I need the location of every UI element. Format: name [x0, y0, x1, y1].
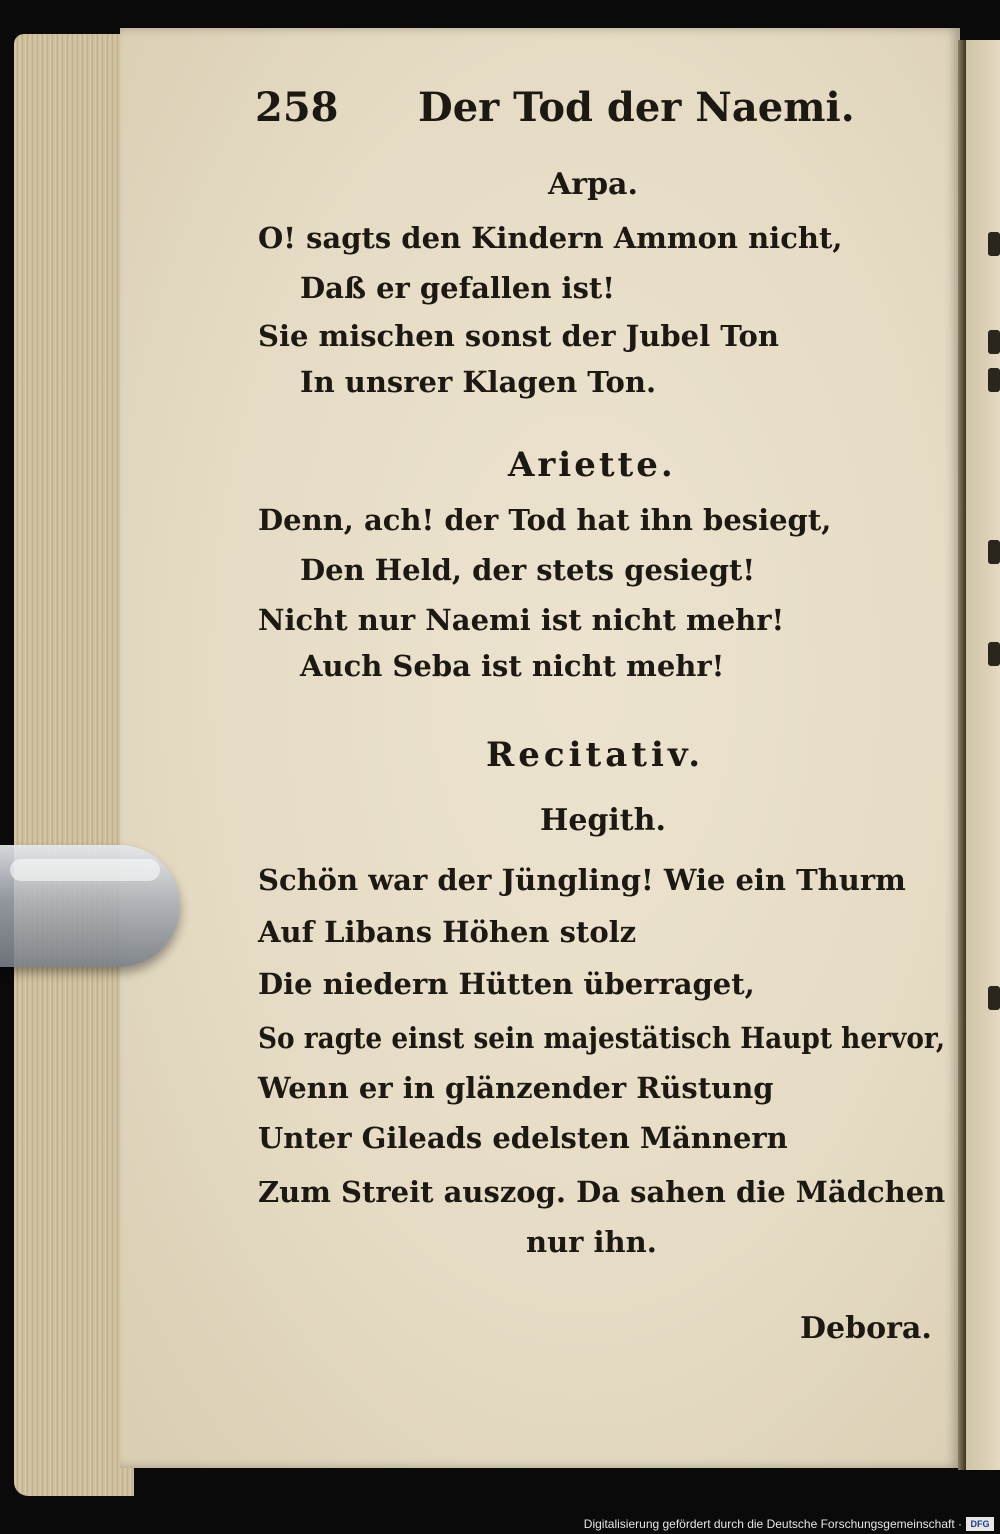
verse-line: Unter Gileads edelsten Männern	[258, 1121, 788, 1155]
verse-line: So ragte einst sein majestätisch Haupt hervor,	[258, 1021, 946, 1055]
verse-line: nur ihn.	[526, 1225, 657, 1259]
digitization-credit: Digitalisierung gefördert durch die Deutsche Forschungsgemeinschaft ·	[583, 1517, 962, 1531]
verse-line: Denn, ach! der Tod hat ihn besiegt,	[258, 503, 832, 537]
page-number: 258	[255, 84, 339, 131]
verse-line: Die niedern Hütten überraget,	[258, 967, 755, 1001]
page-edges	[14, 34, 134, 1496]
section-heading: Ariette.	[508, 445, 676, 485]
catchword: Debora.	[800, 1311, 932, 1346]
verse-line: Zum Streit auszog. Da sahen die Mädchen	[258, 1175, 946, 1209]
facing-page-glyph	[988, 540, 1000, 564]
verse-line: Sie mischen sonst der Jubel Ton	[258, 319, 779, 353]
facing-page-glyph	[988, 330, 1000, 354]
verse-line: In unsrer Klagen Ton.	[300, 365, 657, 399]
page-holder-clip	[0, 845, 180, 967]
facing-page-glyph	[988, 368, 1000, 392]
verse-line: Schön war der Jüngling! Wie ein Thurm	[258, 863, 906, 897]
verse-line: Wenn er in glänzender Rüstung	[258, 1071, 774, 1105]
verse-line: Den Held, der stets gesiegt!	[300, 553, 756, 587]
facing-page-glyph	[988, 642, 1000, 666]
speaker-name: Hegith.	[540, 803, 666, 838]
book-gutter	[958, 40, 966, 1470]
running-title: Der Tod der Naemi.	[418, 84, 855, 131]
dfg-logo: DFG	[966, 1517, 994, 1531]
section-heading: Recitativ.	[486, 735, 705, 775]
verse-line: Nicht nur Naemi ist nicht mehr!	[258, 603, 785, 637]
facing-page-glyph	[988, 232, 1000, 256]
verse-line: Auf Libans Höhen stolz	[258, 915, 637, 949]
facing-page-glyph	[988, 986, 1000, 1010]
verse-line: Auch Seba ist nicht mehr!	[300, 649, 725, 683]
verse-line: O! sagts den Kindern Ammon nicht,	[258, 221, 843, 255]
verse-line: Daß er gefallen ist!	[300, 271, 616, 305]
section-heading: Arpa.	[548, 167, 638, 202]
